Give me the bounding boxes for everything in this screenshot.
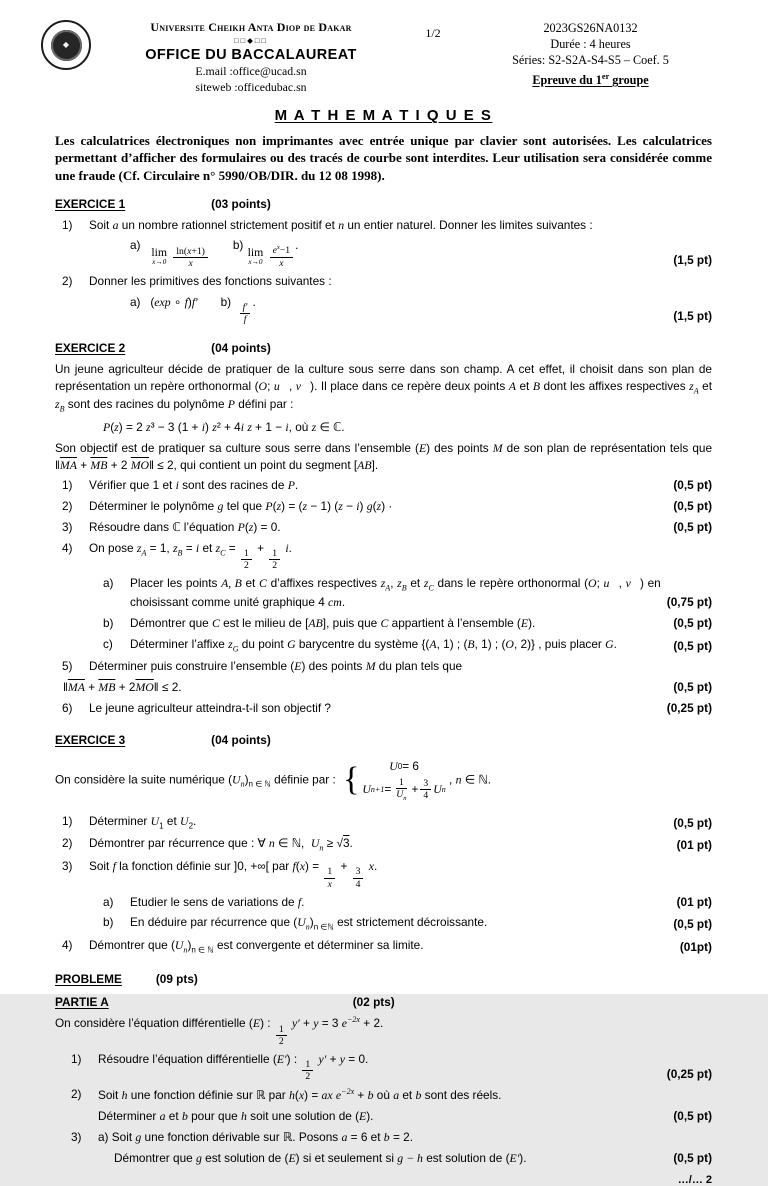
points-label: (1,5 pt) bbox=[673, 309, 712, 324]
points-label: (0,5 pt) bbox=[673, 638, 712, 653]
fraction: $\frac{3}{4}$ bbox=[420, 778, 431, 801]
paragraph bbox=[55, 361, 712, 415]
line-text: Etudier le sens de variations de f. bbox=[130, 894, 305, 909]
line-text: Résoudre l’équation différentielle (E′) : $\frac{1}{2}$ y′ + y = 0. bbox=[98, 1051, 369, 1083]
line-text: Un jeune agriculteur décide de pratiquer de la culture sous serre dans son champ. A cet effet, il choisit dans son plan de représentation un repère orthonormal (O; u⃗, v⃗). Il place dans ce repère deux points A et B dont les affixes respectives $z_A$ et $z_B$ sont des racines du polynôme P défini par : bbox=[55, 361, 713, 414]
exercise-item bbox=[55, 1129, 712, 1146]
exercise-item bbox=[55, 835, 712, 854]
header-left bbox=[105, 20, 397, 95]
fraction: $\frac{\ln(x+1)}{x}$ bbox=[173, 246, 208, 269]
points-label: (0,5 pt) bbox=[673, 1109, 712, 1124]
points-label: (0,75 pt) bbox=[666, 595, 712, 610]
exercise-item bbox=[55, 636, 712, 655]
section-title: PARTIE A bbox=[55, 994, 109, 1009]
header-right bbox=[469, 20, 712, 88]
line-text: a) lim x→0 $\frac{\ln(x+1)}{x}$ b) lim x→0 $\frac{e^x-1}{x}$ . bbox=[130, 238, 299, 269]
points-label: (01pt) bbox=[679, 940, 712, 955]
exercise-item bbox=[55, 273, 712, 290]
item-continuation bbox=[55, 237, 712, 269]
exercise-item bbox=[55, 217, 712, 234]
header-ornament: □□◆□□ bbox=[234, 36, 268, 45]
line-text: Soit h une fonction définie sur ℝ par h(x) = ax $e^{-2x} + b$ où a et b sont des réels. bbox=[98, 1087, 502, 1103]
ucad-seal-ring bbox=[41, 20, 91, 70]
exercise-item bbox=[55, 1051, 712, 1083]
line-text: Donner les primitives des fonctions suivantes : bbox=[89, 273, 332, 288]
page-number: 1/2 bbox=[425, 26, 441, 40]
item-number: 6) bbox=[62, 700, 73, 715]
exam-series: Séries: S2-S2A-S4-S5 – Coef. 5 bbox=[512, 53, 669, 67]
section-points: (09 pts) bbox=[155, 971, 198, 986]
line-text: Démontrer que g est solution de (E) si et seulement si g − h est solution de (E′). bbox=[114, 1150, 527, 1165]
exercise-item bbox=[55, 615, 712, 632]
exercise-item bbox=[55, 1086, 712, 1104]
line-text: Placer les points A, B et C d’affixes respectives $z_A$, $z_B$ et $z_C$ dans le repère orthonormal (O; u⃗, v⃗) en choisissant comme unité graphique 4 cm. bbox=[130, 576, 661, 610]
line-text: a) Soit g une fonction dérivable sur ℝ. Posons a = 6 et b = 2. bbox=[98, 1129, 413, 1144]
points-label: (0,5 pt) bbox=[673, 815, 712, 830]
exercise-item bbox=[55, 914, 712, 933]
ucad-seal-emblem: ◆ bbox=[62, 40, 70, 49]
section-points: (02 pts) bbox=[352, 994, 395, 1009]
section-title: EXERCICE 1 bbox=[55, 196, 126, 211]
item-number: c) bbox=[103, 636, 113, 651]
exam-group-ordinal: er bbox=[601, 72, 610, 81]
item-number: 2) bbox=[62, 499, 73, 514]
line-text: Déterminer puis construire l’ensemble (E) des points M du plan tels que bbox=[89, 659, 463, 674]
system-brace: { bbox=[343, 761, 360, 799]
paragraph bbox=[55, 679, 712, 696]
line-text: Le jeune agriculteur atteindra-t-il son objectif ? bbox=[89, 700, 331, 715]
section-title: PROBLEME bbox=[55, 971, 122, 986]
calculator-notice: Les calculatrices électroniques non imprimantes avec entrée unique par clavier sont autorisées. Les calculatrices permettant d’afficher des formulaires ou des tracés de courbe sont interdites. Leur utilisation sera considérée comme une fraude (Cf. Circulaire n° 5990/OB/DIR. du 12 08 1998). bbox=[55, 133, 712, 183]
fraction: $\frac{1}{2}$ bbox=[241, 548, 252, 571]
points-label: (0,5 pt) bbox=[673, 615, 712, 630]
item-number: a) bbox=[103, 894, 114, 909]
fraction: $\frac{1}{2}$ bbox=[269, 548, 280, 571]
university-name: Universite Cheikh Anta Diop de Dakar bbox=[150, 20, 352, 34]
exercise-item bbox=[55, 658, 712, 675]
points-label: (1,5 pt) bbox=[673, 253, 712, 268]
exercise-item bbox=[55, 498, 712, 515]
item-number: 1) bbox=[62, 478, 73, 493]
section-header bbox=[55, 971, 712, 988]
item-number: 4) bbox=[62, 540, 73, 555]
item-number: 3) bbox=[62, 859, 73, 874]
section-title: EXERCICE 2 bbox=[55, 341, 126, 356]
points-label: (0,5 pt) bbox=[673, 499, 712, 514]
exercise-item bbox=[55, 894, 712, 911]
ucad-logo bbox=[41, 20, 91, 70]
line-text: Soit a un nombre rationnel strictement positif et n un entier naturel. Donner les limites suivantes : bbox=[89, 217, 593, 232]
points-label: (0,5 pt) bbox=[673, 680, 712, 695]
item-number: 3) bbox=[62, 519, 73, 534]
points-label: (0,5 pt) bbox=[673, 478, 712, 493]
line-text: Déterminer $U_1$ et $U_2$. bbox=[89, 813, 197, 830]
item-number: a) bbox=[103, 576, 114, 591]
paragraph bbox=[55, 440, 712, 474]
item-number: 1) bbox=[71, 1051, 82, 1066]
points-label: (0,5 pt) bbox=[673, 917, 712, 932]
fraction: $\frac{3}{4}$ bbox=[353, 866, 364, 889]
item-number: 1) bbox=[62, 813, 73, 828]
line-text: On considère l’équation différentielle (E) : $\frac{1}{2}$ y′ + y = 3 $e^{-2x} + 2$. bbox=[55, 1015, 384, 1047]
fraction: $\frac{1}{2}$ bbox=[302, 1059, 313, 1082]
document-body bbox=[55, 196, 712, 1167]
line-text: Son objectif est de pratiquer sa culture sous serre dans l’ensemble (E) des points M de son plan de représentation tels que $‖\overline{MA} + \overline{MB} + 2$ $\overline{MO}‖ \le 2$, qui contient un point du segment [AB]. bbox=[55, 440, 713, 472]
exam-group-suffix: groupe bbox=[609, 73, 649, 88]
paragraph bbox=[55, 1014, 712, 1046]
item-continuation bbox=[55, 1108, 712, 1125]
exam-code: 2023GS26NA0132 bbox=[543, 21, 638, 35]
item-number: 2) bbox=[71, 1087, 82, 1102]
exam-group-prefix: Epreuve du 1 bbox=[532, 73, 602, 88]
fraction: $\frac{1}{x}$ bbox=[324, 866, 335, 889]
exercise-item bbox=[55, 575, 712, 611]
line-text: Vérifier que 1 et i sont des racines de P. bbox=[89, 478, 299, 493]
item-number: 2) bbox=[62, 273, 73, 288]
paragraph bbox=[55, 419, 712, 436]
item-continuation bbox=[55, 1150, 712, 1167]
section-points: (04 points) bbox=[211, 732, 271, 747]
line-text: Déterminer a et b pour que h soit une solution de (E). bbox=[98, 1109, 374, 1124]
exercise-item bbox=[55, 477, 712, 494]
exam-group bbox=[469, 72, 712, 88]
exercise-item bbox=[55, 519, 712, 536]
points-label: (0,5 pt) bbox=[673, 519, 712, 534]
page-footer bbox=[55, 1174, 712, 1186]
exercise-item bbox=[55, 858, 712, 890]
line-text: Déterminer l’affixe $z_G$ du point G barycentre du système {(A, 1) ; (B, 1) ; (O, 2)} , puis placer G. bbox=[130, 636, 617, 653]
exercise-item bbox=[55, 813, 712, 832]
line-text: Résoudre dans ℂ l’équation P(z) = 0. bbox=[89, 519, 281, 534]
document-title-text: M A T H E M A T I Q U E S bbox=[274, 107, 493, 124]
limit-operator: lim x→0 bbox=[247, 244, 264, 267]
fraction: $\frac{e^x-1}{x}$ bbox=[270, 244, 294, 268]
line-text: On considère la suite numérique $(U_n)_{n \in ℕ}$ définie par : { U 0 = 6 U n+1 = $\frac{1}{U_n}$ + $\frac{3}{4}$ U n , n ∈ ℕ. bbox=[55, 759, 492, 803]
line-text: $‖\overline{MA} + \overline{MB}$ + $2\overline{MO}‖ \le 2$. bbox=[63, 680, 182, 695]
footer-text: …/… 2 bbox=[677, 1174, 712, 1186]
limit-operator: lim x→0 bbox=[151, 244, 168, 267]
line-text: Démontrer que C est le milieu de [AB], puis que C appartient à l’ensemble (E). bbox=[130, 615, 536, 630]
email-line: E.mail :office@ucad.sn bbox=[195, 64, 307, 78]
item-number: 1) bbox=[62, 217, 73, 232]
line-text: P(z) = 2 z³ − 3 (1 + i) z² + 4i z + 1 − i, où z ∈ ℂ. bbox=[103, 420, 345, 435]
line-text: Soit f la fonction définie sur ]0, +∞[ par f(x) = $\frac{1}{x}$ + $\frac{3}{4}$ x. bbox=[89, 859, 378, 890]
points-label: (0,25 pt) bbox=[666, 1066, 712, 1081]
points-label: (01 pt) bbox=[676, 838, 712, 853]
item-number: 5) bbox=[62, 659, 73, 674]
fraction: $\frac{f'}{f}$ bbox=[240, 302, 251, 325]
line-text: En déduire par récurrence que $(U_n)_{n \in ℕ}$ est strictement décroissante. bbox=[130, 915, 488, 932]
item-number: 4) bbox=[62, 938, 73, 953]
office-name: OFFICE DU BACCALAUREAT bbox=[145, 47, 357, 63]
line-text: Démontrer par récurrence que : ∀ n ∈ ℕ, $U_n \ge √3$. bbox=[89, 836, 353, 853]
website-line: siteweb :officedubac.sn bbox=[195, 80, 307, 94]
points-label: (0,5 pt) bbox=[673, 1150, 712, 1165]
exercise-item bbox=[55, 540, 712, 572]
ucad-seal-core bbox=[51, 30, 82, 61]
section-header bbox=[55, 732, 712, 749]
item-number: 2) bbox=[62, 836, 73, 851]
item-number: 3) bbox=[71, 1129, 82, 1144]
exercise-item bbox=[55, 700, 712, 717]
section-points: (04 points) bbox=[211, 341, 271, 356]
exercise-item bbox=[55, 937, 712, 956]
paragraph bbox=[55, 758, 712, 802]
item-continuation bbox=[55, 294, 712, 326]
exam-duration: Durée : 4 heures bbox=[550, 37, 631, 51]
section-title: EXERCICE 3 bbox=[55, 732, 126, 747]
line-text: a) (exp ∘ f)f′ b) $\frac{f'}{f}$ . bbox=[130, 294, 256, 326]
item-number: b) bbox=[103, 615, 114, 630]
section-points: (03 points) bbox=[211, 196, 271, 211]
points-label: (01 pt) bbox=[676, 894, 712, 909]
line-text: Démontrer que $(U_n)_{n \in ℕ}$ est convergente et déterminer sa limite. bbox=[89, 938, 424, 955]
document-title bbox=[55, 107, 712, 124]
fraction: $\frac{1}{2}$ bbox=[276, 1024, 287, 1047]
section-header bbox=[55, 196, 712, 213]
section-header bbox=[55, 994, 712, 1011]
fraction: $\frac{1}{U_n}$ bbox=[396, 777, 407, 803]
item-number: b) bbox=[103, 915, 114, 930]
section-header bbox=[55, 340, 712, 357]
line-text: On pose $z_A = 1$, $z_B = i$ et $z_C$ = $\frac{1}{2}$ + $\frac{1}{2}$ i. bbox=[89, 540, 292, 572]
line-text: Déterminer le polynôme g tel que P(z) = (z − 1) (z − i) g(z) · bbox=[89, 499, 393, 514]
page-header bbox=[55, 20, 712, 95]
equation-system: U 0 = 6 U n+1 = $\frac{1}{U_n}$ + $\frac{3}{4}$ U n bbox=[362, 759, 446, 803]
points-label: (0,25 pt) bbox=[666, 700, 712, 715]
